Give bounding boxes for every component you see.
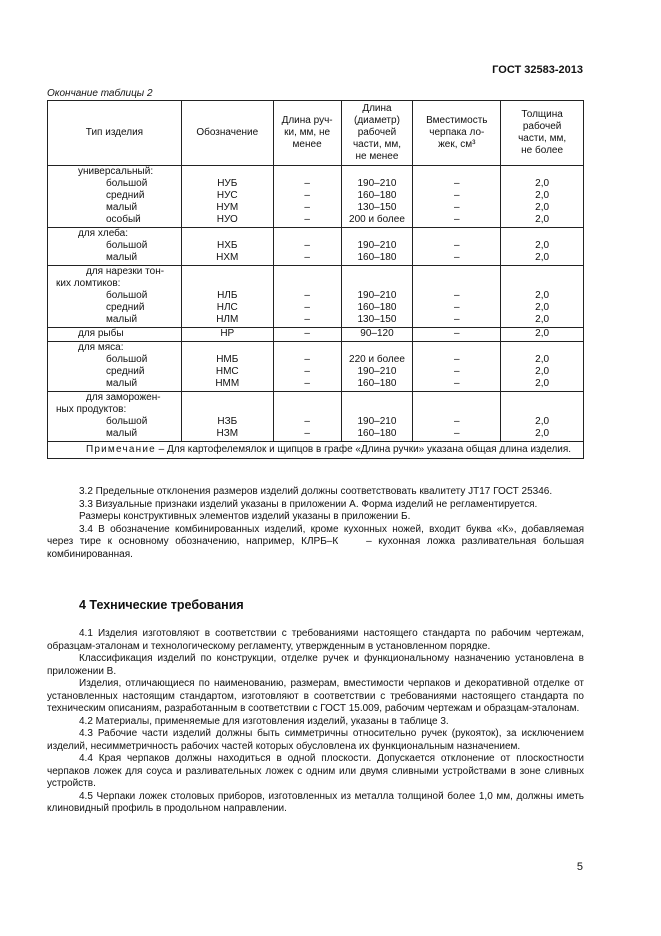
cell-value: 200 и более <box>349 214 405 225</box>
product-type-cell <box>48 166 182 228</box>
working-length-cell <box>341 342 413 392</box>
product-size: средний <box>106 302 145 313</box>
paragraph: 3.2 Предельные отклонения размеров изделий должны соответствовать квалитету JT17 ГОСТ 25346. <box>79 486 553 497</box>
product-type-cell <box>48 328 182 342</box>
handle-length-cell <box>273 266 341 328</box>
column-header-line: Вместимость <box>426 115 488 126</box>
paragraph: 4.5 Черпаки ложек столовых приборов, изготовленных из металла толщиной более 1,0 мм, должны иметь клиновидный профиль в продольном направлении. <box>47 790 584 814</box>
product-size: малый <box>106 378 138 389</box>
working-length-cell <box>341 328 413 342</box>
product-type: для рыбы <box>78 328 124 339</box>
thickness-cell <box>501 166 584 228</box>
cell-value: 2,0 <box>535 428 550 439</box>
thickness-cell <box>501 228 584 266</box>
group-title: для мяса: <box>78 342 124 353</box>
cell-value: НУС <box>216 190 238 201</box>
product-size: особый <box>106 214 141 225</box>
capacity-cell <box>413 328 501 342</box>
cell-value: – <box>304 428 310 439</box>
cell-value: 2,0 <box>535 314 550 325</box>
table-note <box>48 442 584 459</box>
column-header <box>341 101 413 166</box>
cell-value: 130–150 <box>357 202 397 213</box>
cell-value: – <box>454 302 460 313</box>
cell-value: 2,0 <box>535 366 550 377</box>
paragraph: Классификация изделий по конструкции, отделке ручек и функциональному назначению установлена в приложении В. <box>47 653 584 677</box>
handle-length-cell <box>273 342 341 392</box>
cell-value: НЛС <box>216 302 238 313</box>
product-size: большой <box>106 240 148 251</box>
cell-value: 2,0 <box>535 252 550 263</box>
cell-value: – <box>304 354 310 365</box>
paragraph: Размеры конструктивных элементов изделий указаны в приложении Б. <box>79 511 411 522</box>
cell-value: 160–180 <box>357 428 397 439</box>
cell-value: – <box>454 202 460 213</box>
column-header-line: Длина <box>362 103 392 114</box>
cell-value: – <box>454 366 460 377</box>
note-text: – Для картофелемялок и щипцов в графе «Длина ручки» указана общая длина изделия. <box>155 444 572 455</box>
product-size: большой <box>106 354 148 365</box>
cell-value: – <box>454 178 460 189</box>
cell-value: 2,0 <box>535 202 550 213</box>
group-title: универсальный: <box>78 166 154 177</box>
product-size: малый <box>106 202 138 213</box>
paragraph <box>47 524 584 562</box>
capacity-cell <box>413 228 501 266</box>
column-header-line: не менее <box>355 151 399 162</box>
paragraph-part: 3.4 В обозначение комбинированных изделий, кроме кухонных ножей, входит буква «К», добавляемая через тире к основному обозначению, например, КЛРБ–К <box>47 523 584 547</box>
table-row <box>48 392 584 442</box>
working-length-cell <box>341 392 413 442</box>
cell-value: НММ <box>215 378 240 389</box>
designation-cell <box>181 392 273 442</box>
note-label: Примечание <box>86 444 156 455</box>
thickness-cell <box>501 392 584 442</box>
table-row <box>48 342 584 392</box>
cell-value: 2,0 <box>535 178 550 189</box>
product-size: большой <box>106 290 148 301</box>
cell-value: НХБ <box>217 240 238 251</box>
table-caption: Окончание таблицы 2 <box>47 88 153 99</box>
cell-value: – <box>454 378 460 389</box>
group-title: ных продуктов: <box>56 404 127 415</box>
spec-table <box>47 100 584 459</box>
group-title: для хлеба: <box>78 228 128 239</box>
product-size: малый <box>106 428 138 439</box>
capacity-cell <box>413 392 501 442</box>
handle-length-cell <box>273 392 341 442</box>
product-type-cell <box>48 342 182 392</box>
cell-value: – <box>454 428 460 439</box>
cell-value: 160–180 <box>357 252 397 263</box>
capacity-cell <box>413 342 501 392</box>
cell-value: 160–180 <box>357 302 397 313</box>
thickness-cell <box>501 328 584 342</box>
cell-value: – <box>454 214 460 225</box>
cell-value: 190–210 <box>357 240 397 251</box>
table-row <box>48 228 584 266</box>
column-header <box>501 101 584 166</box>
cell-value: НМБ <box>216 354 239 365</box>
column-header-line: (диаметр) <box>354 115 400 126</box>
column-header <box>181 101 273 166</box>
product-size: средний <box>106 366 145 377</box>
column-header-line: Тип изделия <box>85 127 144 138</box>
designation-cell <box>181 266 273 328</box>
table-body <box>48 166 584 459</box>
cell-value: НЗМ <box>216 428 239 439</box>
cell-value: НЛБ <box>217 290 238 301</box>
cell-value: – <box>304 178 310 189</box>
column-header-line: черпака ло- <box>429 127 485 138</box>
note-row <box>48 442 584 459</box>
cell-value: – <box>304 214 310 225</box>
column-header <box>413 101 501 166</box>
cell-value: – <box>304 416 310 427</box>
product-type-cell <box>48 392 182 442</box>
cell-value: 2,0 <box>535 354 550 365</box>
thickness-cell <box>501 266 584 328</box>
column-header-line: рабочей <box>357 127 397 138</box>
designation-cell <box>181 328 273 342</box>
cell-value: 2,0 <box>535 190 550 201</box>
cell-value: – <box>304 366 310 377</box>
cell-value: 2,0 <box>535 214 550 225</box>
cell-value: 160–180 <box>357 190 397 201</box>
cell-value: НЗБ <box>217 416 238 427</box>
cell-value: 190–210 <box>357 290 397 301</box>
product-size: большой <box>106 178 148 189</box>
cell-value: НУБ <box>217 178 238 189</box>
paragraph: 4.2 Материалы, применяемые для изготовления изделий, указаны в таблице 3. <box>79 715 449 727</box>
product-size: большой <box>106 416 148 427</box>
cell-value: 190–210 <box>357 178 397 189</box>
column-header-line: жек, см³ <box>438 139 476 150</box>
section-title: 4 Технические требования <box>79 598 244 612</box>
column-header-line: не более <box>521 145 564 156</box>
column-header-line: Длина руч- <box>281 115 333 126</box>
cell-value: 2,0 <box>535 378 550 389</box>
cell-value: – <box>454 354 460 365</box>
product-size: малый <box>106 252 138 263</box>
table-row <box>48 166 584 228</box>
cell-value: – <box>304 202 310 213</box>
table-header <box>48 101 584 166</box>
cell-value: – <box>304 290 310 301</box>
cell-value: НМС <box>215 366 239 377</box>
paragraph: 4.1 Изделия изготовляют в соответствии с требованиями настоящего стандарта по рабочим чертежам, образцам-эталонам и технологическому регламенту, утвержденным в установленном порядке. <box>47 628 584 652</box>
cell-value: – <box>304 302 310 313</box>
handle-length-cell <box>273 328 341 342</box>
cell-value: – <box>454 190 460 201</box>
capacity-cell <box>413 266 501 328</box>
cell-value: 160–180 <box>357 378 397 389</box>
designation-cell <box>181 228 273 266</box>
cell-value: НУМ <box>216 202 239 213</box>
cell-value: 2,0 <box>535 302 550 313</box>
paragraph: 3.3 Визуальные признаки изделий указаны в приложении А. Форма изделий не регламентируется. <box>79 498 538 510</box>
cell-value: НУО <box>216 214 238 225</box>
paragraphs-before-section <box>47 486 584 561</box>
working-length-cell <box>341 228 413 266</box>
table-row <box>48 328 584 342</box>
cell-value: – <box>454 290 460 301</box>
product-size: средний <box>106 190 145 201</box>
column-header-line: ки, мм, не <box>284 127 331 138</box>
product-type-cell <box>48 228 182 266</box>
column-header <box>273 101 341 166</box>
cell-value: 2,0 <box>535 290 550 301</box>
handle-length-cell <box>273 166 341 228</box>
group-title: для заморожен- <box>86 392 161 403</box>
group-title: ких ломтиков: <box>56 278 121 289</box>
working-length-cell <box>341 166 413 228</box>
cell-value: 220 и более <box>349 354 405 365</box>
designation-cell <box>181 166 273 228</box>
cell-value: 90–120 <box>360 328 394 339</box>
handle-length-cell <box>273 228 341 266</box>
paragraph: 4.4 Края черпаков должны находиться в одной плоскости. Допускается отклонение от плоскостности черпаков ложек для соуса и разливательных ложек с одним или двумя сливными устройствами в зоне сливных устройств. <box>47 753 584 789</box>
cell-value: 2,0 <box>535 416 550 427</box>
cell-value: – <box>454 252 460 263</box>
paragraph: 4.3 Рабочие части изделий должны быть симметричны относительно ручек (рукояток), за исключением изделий, несимметричность рабочих частей которых обусловлена их функциональным назначением. <box>47 728 584 752</box>
column-header-line: рабочей <box>522 121 562 132</box>
cell-value: 190–210 <box>357 366 397 377</box>
cell-value: – <box>304 190 310 201</box>
cell-value: 2,0 <box>535 240 550 251</box>
capacity-cell <box>413 166 501 228</box>
cell-value: – <box>454 328 460 339</box>
cell-value: – <box>454 416 460 427</box>
section-paragraphs <box>47 628 584 816</box>
cell-value: – <box>304 378 310 389</box>
cell-value: 130–150 <box>357 314 397 325</box>
page-number: 5 <box>576 861 583 873</box>
cell-value: 2,0 <box>535 328 550 339</box>
table-row <box>48 266 584 328</box>
paragraph: Изделия, отличающиеся по наименованию, размерам, вместимости черпаков и декоративной отделке от установленных настоящим стандартом, изготовляют в соответствии с требованиями настоящего стандарта по техническим описаниям, разработанным в соответствии с ГОСТ 15.009, рабочим чертежам и образцам-эталонам. <box>47 678 584 714</box>
paragraph-part: – кухонная ложка разливательная большая комбинированная. <box>47 536 584 560</box>
document-id: ГОСТ 32583-2013 <box>492 64 583 76</box>
cell-value: НХМ <box>216 252 239 263</box>
thickness-cell <box>501 342 584 392</box>
working-length-cell <box>341 266 413 328</box>
header-row <box>48 101 584 166</box>
cell-value: – <box>454 314 460 325</box>
column-header <box>48 101 182 166</box>
column-header-line: менее <box>292 139 322 150</box>
cell-value: НЛМ <box>216 314 239 325</box>
cell-value: – <box>304 314 310 325</box>
group-title: для нарезки тон- <box>86 266 165 277</box>
column-header-line: Обозначение <box>196 127 259 138</box>
column-header-line: Толщина <box>521 109 563 120</box>
cell-value: – <box>304 240 310 251</box>
cell-value: – <box>304 252 310 263</box>
cell-value: – <box>304 328 310 339</box>
column-header-line: части, мм, <box>518 133 567 144</box>
cell-value: 190–210 <box>357 416 397 427</box>
cell-value: – <box>454 240 460 251</box>
product-size: малый <box>106 314 138 325</box>
product-type-cell <box>48 266 182 328</box>
cell-value: НР <box>220 328 235 339</box>
column-header-line: части, мм, <box>352 139 401 150</box>
designation-cell <box>181 342 273 392</box>
